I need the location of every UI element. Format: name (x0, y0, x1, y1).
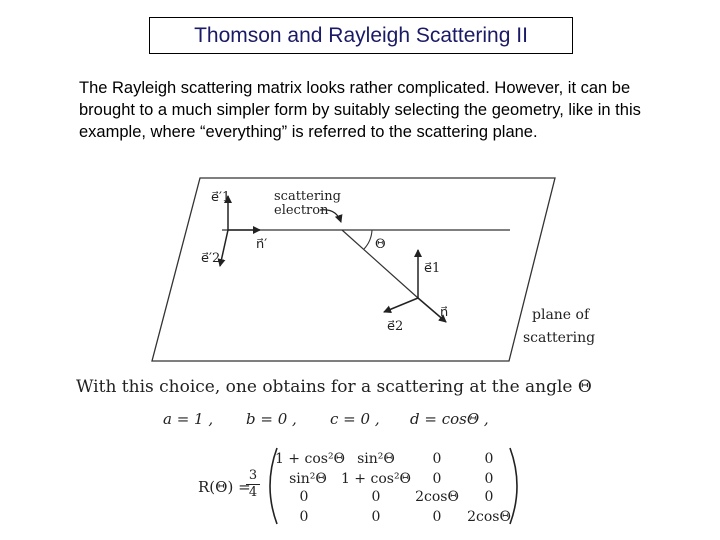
scattering-label: scattering (274, 189, 341, 204)
theta-label: Θ (375, 237, 386, 252)
scattering-plane-label: scattering (523, 330, 596, 346)
electron-label: electron (274, 203, 329, 218)
matrix-cell: 0 (432, 509, 442, 525)
matrix-cell: 0 (432, 451, 442, 467)
intro-paragraph: The Rayleigh scattering matrix looks rather complicated. However, it can be brought to a much simpler form by suitably selecting the geometry, like in this example, where “everything” is referred to the scattering plane. (79, 79, 641, 141)
matrix-cell: 0 (484, 489, 494, 505)
e2-prime-label: e⃗′2 (201, 251, 221, 266)
coefficient-b: b = 0 , (246, 410, 297, 428)
choice-sentence: With this choice, one obtains for a scattering at the angle Θ (76, 377, 592, 397)
matrix-cell: 0 (371, 489, 381, 505)
e1-prime-label: e⃗′1 (211, 190, 231, 205)
prefactor-denominator: 4 (248, 485, 258, 500)
matrix-lhs: R(Θ) = (198, 478, 251, 496)
coefficient-a: a = 1 , (163, 410, 214, 428)
matrix-cell: 2cosΘ (467, 509, 511, 525)
matrix-cell: 0 (432, 471, 442, 487)
n-label: n⃗ (440, 305, 449, 320)
matrix-cell: 0 (299, 509, 309, 525)
e2-label: e⃗2 (387, 319, 404, 334)
prefactor-numerator: 3 (246, 468, 260, 485)
matrix-cell: 2cosΘ (415, 489, 459, 505)
page-title: Thomson and Rayleigh Scattering II (194, 23, 528, 47)
matrix-cell: sin²Θ (357, 451, 395, 467)
matrix-cell: 1 + cos²Θ (340, 471, 412, 487)
coefficient-c: c = 0 , (330, 410, 380, 428)
plane-of-label: plane of (532, 307, 590, 323)
matrix-cell: 1 + cos²Θ (274, 451, 346, 467)
matrix-cell: 0 (299, 489, 309, 505)
right-bracket (510, 448, 517, 524)
matrix-cell: sin²Θ (289, 471, 327, 487)
matrix-cell: 0 (484, 471, 494, 487)
n-prime-label: n⃗′ (256, 237, 268, 252)
matrix-cell: 0 (484, 451, 494, 467)
coefficient-d: d = cosΘ , (410, 410, 489, 428)
e1-label: e⃗1 (424, 261, 441, 276)
matrix-cell: 0 (371, 509, 381, 525)
